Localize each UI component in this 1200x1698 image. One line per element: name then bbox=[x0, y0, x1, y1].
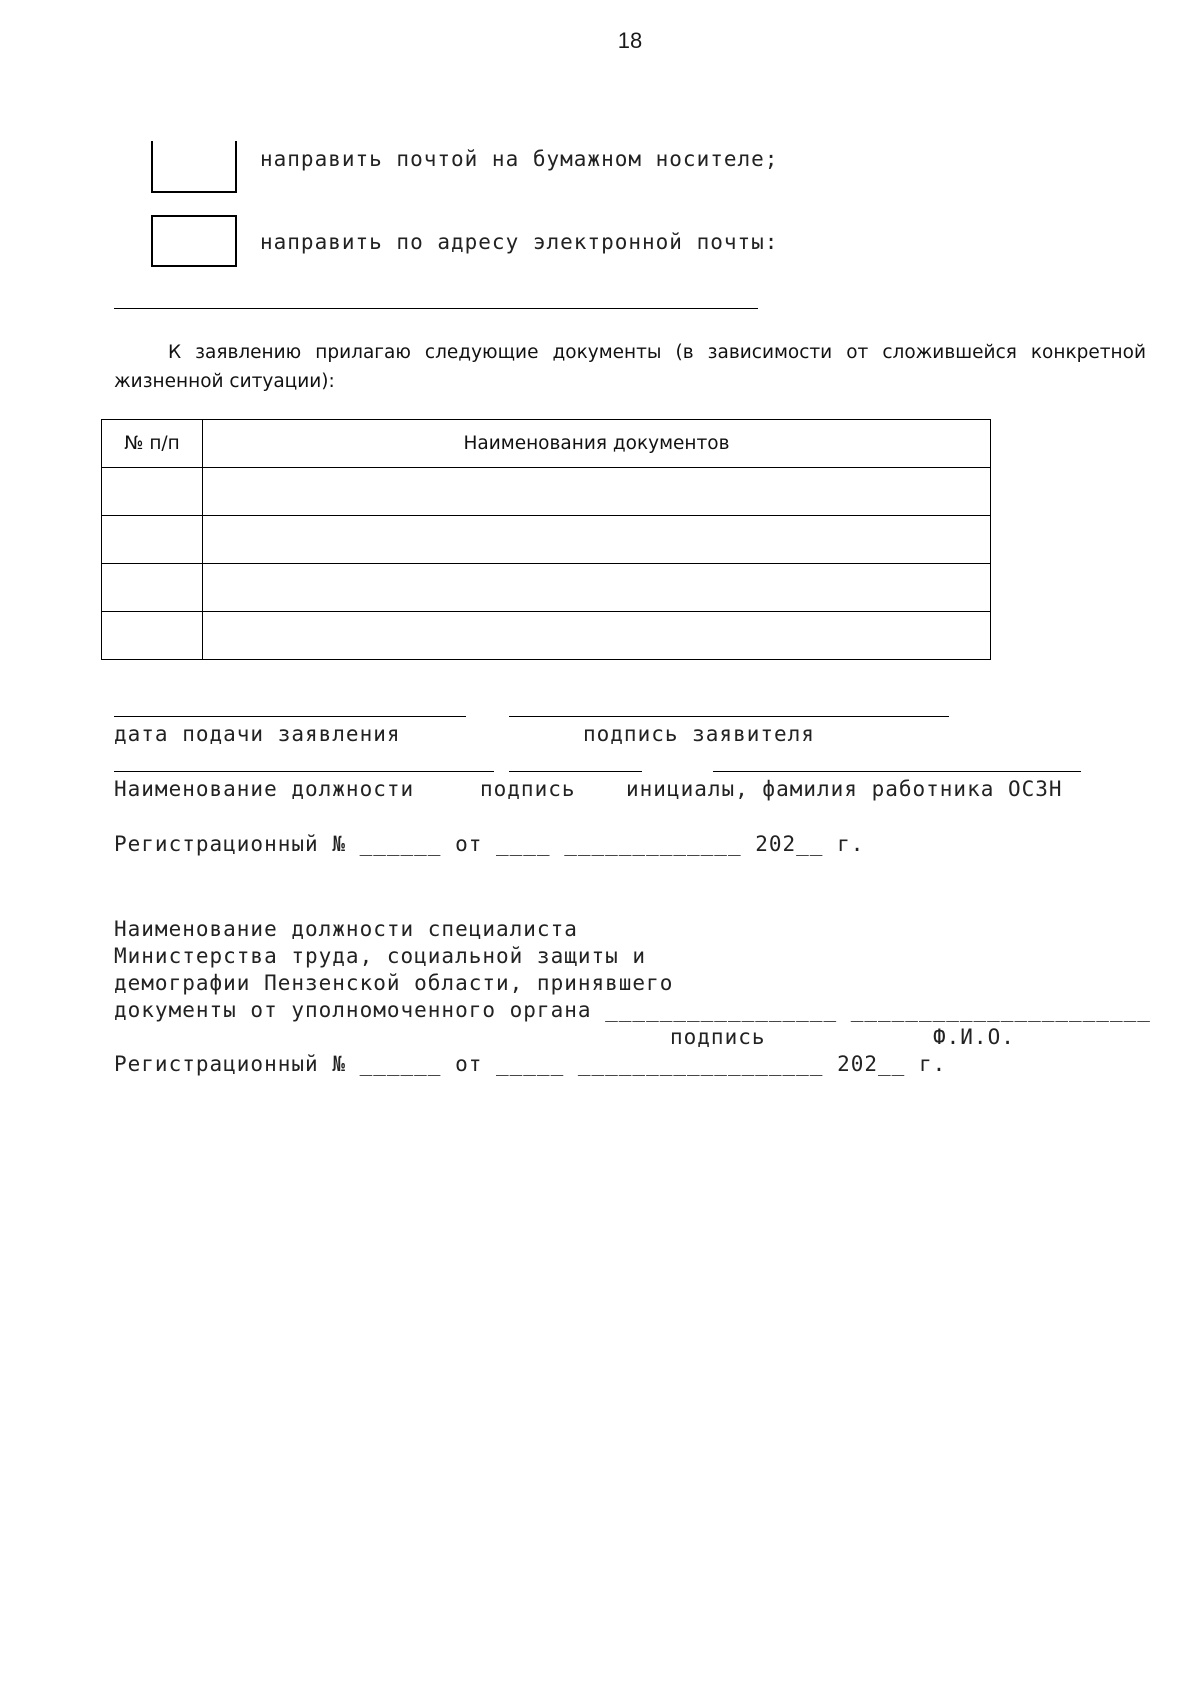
ministry-line2: Министерства труда, социальной защиты и bbox=[114, 944, 647, 968]
page-number: 18 bbox=[617, 28, 643, 53]
applicant-signature-line[interactable] bbox=[509, 716, 949, 717]
table-cell[interactable] bbox=[203, 564, 991, 612]
worker-signature-line[interactable] bbox=[509, 771, 642, 772]
registration-line: Регистрационный № ______ от ____ _____________ 202__ г. bbox=[114, 832, 865, 856]
table-row bbox=[102, 612, 991, 660]
ministry-signature-label: подпись bbox=[670, 1025, 766, 1049]
ministry-line1: Наименование должности специалиста bbox=[114, 917, 578, 941]
column-header-number: № п/п bbox=[102, 420, 203, 468]
column-header-document-name: Наименования документов bbox=[203, 420, 991, 468]
table-row bbox=[102, 468, 991, 516]
attachments-intro bbox=[114, 338, 1146, 396]
worker-initials-label: инициалы, фамилия работника ОСЗН bbox=[626, 777, 1063, 801]
table-cell[interactable] bbox=[102, 612, 203, 660]
email-address-line[interactable] bbox=[114, 308, 758, 309]
table-cell[interactable] bbox=[102, 564, 203, 612]
documents-table bbox=[101, 419, 991, 660]
checkbox-email[interactable] bbox=[151, 215, 237, 267]
table-row bbox=[102, 564, 991, 612]
table-cell[interactable] bbox=[102, 468, 203, 516]
option-paper-mail-label: направить почтой на бумажном носителе; bbox=[260, 147, 779, 171]
applicant-signature-label: подпись заявителя bbox=[583, 722, 815, 746]
position-label: Наименование должности bbox=[114, 777, 415, 801]
attachments-intro-line2: жизненной ситуации): bbox=[114, 371, 335, 392]
date-line[interactable] bbox=[114, 716, 466, 717]
checkbox-paper-mail[interactable] bbox=[151, 141, 237, 193]
ministry-registration-line: Регистрационный № ______ от _____ __________________ 202__ г. bbox=[114, 1052, 947, 1076]
worker-initials-line[interactable] bbox=[713, 771, 1081, 772]
table-cell[interactable] bbox=[203, 612, 991, 660]
table-row bbox=[102, 516, 991, 564]
ministry-fio-label: Ф.И.О. bbox=[933, 1025, 1015, 1049]
worker-signature-label: подпись bbox=[480, 777, 576, 801]
table-cell[interactable] bbox=[102, 516, 203, 564]
position-line[interactable] bbox=[114, 771, 494, 772]
option-email-label: направить по адресу электронной почты: bbox=[260, 230, 779, 254]
date-label: дата подачи заявления bbox=[114, 722, 401, 746]
ministry-line4: документы от уполномоченного органа _________________ ______________________ bbox=[114, 998, 1151, 1022]
table-cell[interactable] bbox=[203, 516, 991, 564]
table-cell[interactable] bbox=[203, 468, 991, 516]
table-header-row bbox=[102, 420, 991, 468]
ministry-line3: демографии Пензенской области, принявшего bbox=[114, 971, 674, 995]
attachments-intro-line1: К заявлению прилагаю следующие документы (в зависимости от сложившейся конкретной bbox=[168, 342, 1146, 363]
